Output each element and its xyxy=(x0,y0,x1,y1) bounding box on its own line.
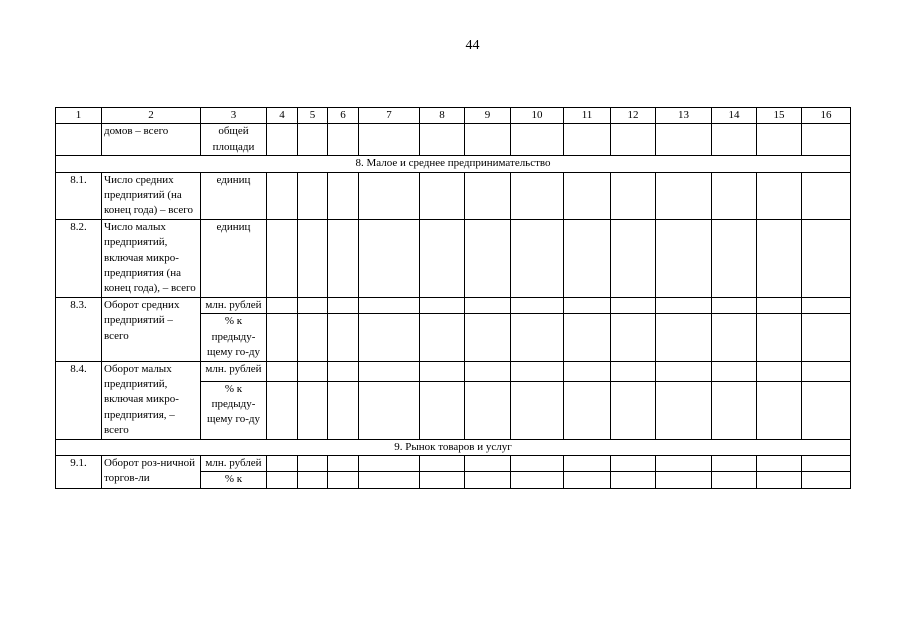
unit-cell: единиц xyxy=(201,172,267,219)
value-cell xyxy=(328,472,359,488)
value-cell xyxy=(611,124,656,156)
value-cell xyxy=(656,297,712,313)
value-cell xyxy=(757,124,802,156)
header-cell: 8 xyxy=(420,108,465,124)
value-cell xyxy=(420,472,465,488)
value-cell xyxy=(712,297,757,313)
value-cell xyxy=(511,381,564,439)
header-cell: 9 xyxy=(465,108,511,124)
value-cell xyxy=(802,314,851,361)
header-cell: 11 xyxy=(564,108,611,124)
value-cell xyxy=(328,172,359,219)
value-cell xyxy=(511,297,564,313)
value-cell xyxy=(712,314,757,361)
value-cell xyxy=(611,172,656,219)
value-cell xyxy=(511,172,564,219)
value-cell xyxy=(298,124,328,156)
value-cell xyxy=(328,381,359,439)
row-number: 9.1. xyxy=(56,455,102,488)
header-cell: 6 xyxy=(328,108,359,124)
value-cell xyxy=(359,219,420,297)
section-title: 8. Малое и среднее предпринимательство xyxy=(56,156,851,172)
value-cell xyxy=(298,314,328,361)
page-number: 44 xyxy=(465,38,480,53)
value-cell xyxy=(359,455,420,471)
value-cell xyxy=(757,297,802,313)
value-cell xyxy=(298,381,328,439)
value-cell xyxy=(564,472,611,488)
indicator-name: Число средних предприятий (на конец года) – всего xyxy=(102,172,201,219)
value-cell xyxy=(465,297,511,313)
value-cell xyxy=(267,381,298,439)
unit-cell: млн. рублей xyxy=(201,297,267,313)
value-cell xyxy=(420,455,465,471)
value-cell xyxy=(564,361,611,381)
header-cell: 1 xyxy=(56,108,102,124)
value-cell xyxy=(712,124,757,156)
value-cell xyxy=(267,297,298,313)
unit-cell: общей площади xyxy=(201,124,267,156)
value-cell xyxy=(465,381,511,439)
value-cell xyxy=(359,361,420,381)
value-cell xyxy=(802,455,851,471)
value-cell xyxy=(757,455,802,471)
value-cell xyxy=(757,472,802,488)
value-cell xyxy=(712,472,757,488)
value-cell xyxy=(611,472,656,488)
value-cell xyxy=(267,219,298,297)
header-cell: 4 xyxy=(267,108,298,124)
value-cell xyxy=(611,381,656,439)
value-cell xyxy=(465,455,511,471)
value-cell xyxy=(328,219,359,297)
indicator-name: Оборот средних предприятий – всего xyxy=(102,297,201,361)
value-cell xyxy=(656,361,712,381)
value-cell xyxy=(298,472,328,488)
section-row xyxy=(56,439,851,455)
unit-cell: % к предыду-щему го-ду xyxy=(201,314,267,361)
header-cell: 12 xyxy=(611,108,656,124)
value-cell xyxy=(298,297,328,313)
header-cell: 10 xyxy=(511,108,564,124)
value-cell xyxy=(359,297,420,313)
value-cell xyxy=(298,361,328,381)
value-cell xyxy=(328,297,359,313)
table-row xyxy=(56,297,851,313)
value-cell xyxy=(656,172,712,219)
value-cell xyxy=(712,381,757,439)
value-cell xyxy=(656,124,712,156)
row-number: 8.1. xyxy=(56,172,102,219)
table-row xyxy=(56,361,851,381)
table-row xyxy=(56,172,851,219)
value-cell xyxy=(267,472,298,488)
value-cell xyxy=(465,172,511,219)
header-cell: 2 xyxy=(102,108,201,124)
value-cell xyxy=(359,314,420,361)
value-cell xyxy=(267,314,298,361)
header-cell: 15 xyxy=(757,108,802,124)
value-cell xyxy=(611,297,656,313)
section-row xyxy=(56,156,851,172)
value-cell xyxy=(267,361,298,381)
value-cell xyxy=(656,219,712,297)
value-cell xyxy=(511,314,564,361)
value-cell xyxy=(359,172,420,219)
value-cell xyxy=(465,219,511,297)
value-cell xyxy=(359,472,420,488)
value-cell xyxy=(611,314,656,361)
value-cell xyxy=(267,455,298,471)
value-cell xyxy=(511,455,564,471)
header-cell: 7 xyxy=(359,108,420,124)
row-number: 8.4. xyxy=(56,361,102,439)
value-cell xyxy=(757,381,802,439)
value-cell xyxy=(757,219,802,297)
value-cell xyxy=(420,381,465,439)
value-cell xyxy=(564,172,611,219)
value-cell xyxy=(802,297,851,313)
value-cell xyxy=(611,219,656,297)
value-cell xyxy=(328,314,359,361)
value-cell xyxy=(712,361,757,381)
table-row xyxy=(56,219,851,297)
row-number xyxy=(56,124,102,156)
header-cell: 5 xyxy=(298,108,328,124)
header-row xyxy=(56,108,851,124)
value-cell xyxy=(802,381,851,439)
value-cell xyxy=(511,472,564,488)
value-cell xyxy=(802,172,851,219)
value-cell xyxy=(328,455,359,471)
indicator-name: Число малых предприятий, включая микро-предприятия (на конец года), – всего xyxy=(102,219,201,297)
unit-cell: единиц xyxy=(201,219,267,297)
value-cell xyxy=(712,219,757,297)
value-cell xyxy=(802,219,851,297)
header-cell: 16 xyxy=(802,108,851,124)
value-cell xyxy=(712,455,757,471)
value-cell xyxy=(328,124,359,156)
value-cell xyxy=(420,124,465,156)
value-cell xyxy=(802,124,851,156)
value-cell xyxy=(465,472,511,488)
value-cell xyxy=(420,297,465,313)
value-cell xyxy=(511,124,564,156)
value-cell xyxy=(757,172,802,219)
value-cell xyxy=(757,361,802,381)
value-cell xyxy=(656,455,712,471)
value-cell xyxy=(267,124,298,156)
value-cell xyxy=(267,172,298,219)
value-cell xyxy=(564,297,611,313)
row-number: 8.2. xyxy=(56,219,102,297)
value-cell xyxy=(298,172,328,219)
value-cell xyxy=(656,381,712,439)
value-cell xyxy=(802,472,851,488)
value-cell xyxy=(420,314,465,361)
header-cell: 13 xyxy=(656,108,712,124)
value-cell xyxy=(511,361,564,381)
value-cell xyxy=(298,219,328,297)
value-cell xyxy=(359,124,420,156)
row-number: 8.3. xyxy=(56,297,102,361)
table-row xyxy=(56,455,851,471)
value-cell xyxy=(712,172,757,219)
value-cell xyxy=(465,361,511,381)
value-cell xyxy=(298,455,328,471)
indicator-name: домов – всего xyxy=(102,124,201,156)
value-cell xyxy=(564,455,611,471)
value-cell xyxy=(420,361,465,381)
indicator-name: Оборот роз-ничной торгов-ли xyxy=(102,455,201,488)
unit-cell: млн. рублей xyxy=(201,455,267,471)
data-table xyxy=(55,107,851,489)
value-cell xyxy=(656,472,712,488)
indicator-name: Оборот малых предприятий, включая микро-предприятия, – всего xyxy=(102,361,201,439)
value-cell xyxy=(420,172,465,219)
value-cell xyxy=(465,124,511,156)
value-cell xyxy=(564,381,611,439)
unit-cell: % к предыду-щему го-ду xyxy=(201,381,267,439)
unit-cell: % к xyxy=(201,472,267,488)
section-title: 9. Рынок товаров и услуг xyxy=(56,439,851,455)
value-cell xyxy=(564,314,611,361)
table-row xyxy=(56,124,851,156)
value-cell xyxy=(564,124,611,156)
value-cell xyxy=(465,314,511,361)
header-cell: 14 xyxy=(712,108,757,124)
value-cell xyxy=(802,361,851,381)
value-cell xyxy=(757,314,802,361)
value-cell xyxy=(328,361,359,381)
value-cell xyxy=(656,314,712,361)
value-cell xyxy=(420,219,465,297)
value-cell xyxy=(611,455,656,471)
value-cell xyxy=(611,361,656,381)
value-cell xyxy=(564,219,611,297)
value-cell xyxy=(359,381,420,439)
header-cell: 3 xyxy=(201,108,267,124)
unit-cell: млн. рублей xyxy=(201,361,267,381)
value-cell xyxy=(511,219,564,297)
